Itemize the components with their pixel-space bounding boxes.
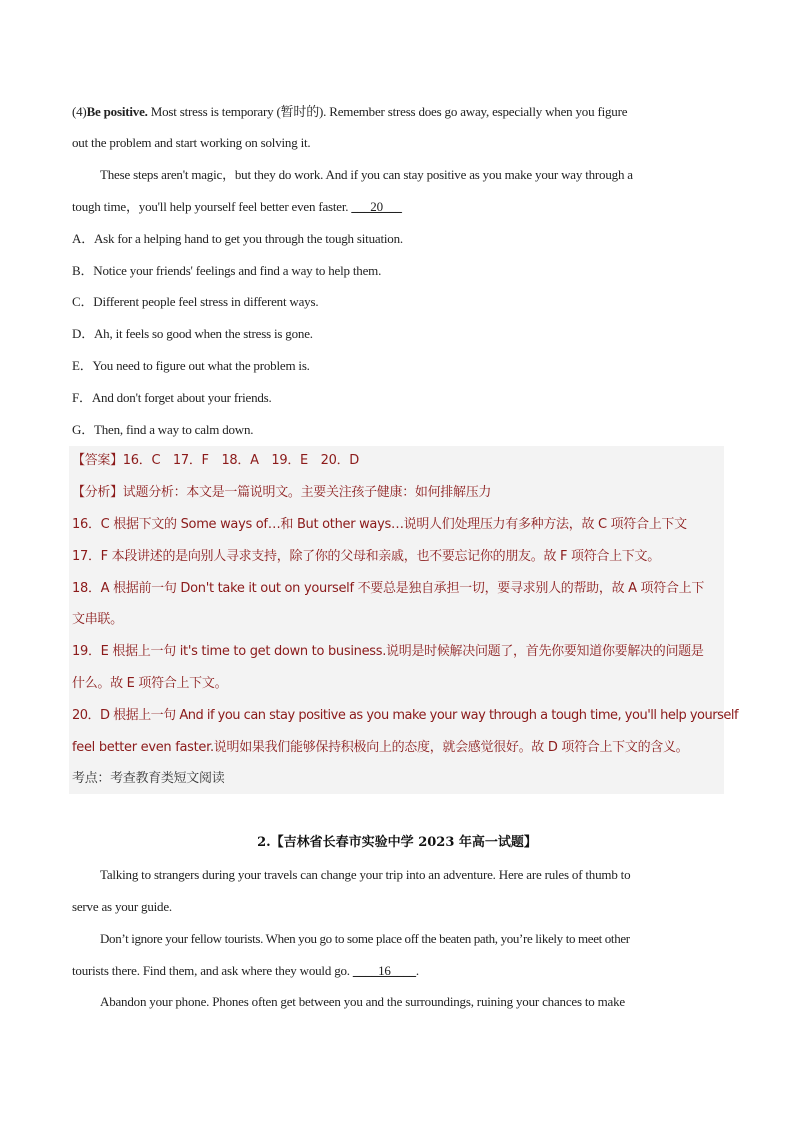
step4-heading: Be positive.	[86, 104, 148, 119]
option-a: A．Ask for a helping hand to get you through the tough situation.	[72, 231, 403, 246]
option-f: F．And don't forget about your friends.	[72, 390, 272, 405]
step4-label: (4)	[72, 104, 87, 119]
step4-line-2: out the problem and start working on solving it.	[72, 135, 311, 150]
explanation-18-line-2: 文串联。	[72, 612, 123, 627]
closing-paragraph-line-1: These steps aren't magic，but they do work. And if you can stay positive as you make your way through a	[100, 167, 633, 182]
blank-16: ____16____	[352, 963, 416, 978]
passage-2-p1-line-1: Talking to strangers during your travels can change your trip into an adventure. Here are rules of thumb to	[100, 867, 631, 882]
explanation-19-line-1: 19．E 根据上一句 it's time to get down to business.说明是时候解决问题了，首先你要知道你要解决的问题是	[72, 644, 704, 659]
option-e: E．You need to figure out what the problem is.	[72, 358, 310, 373]
kaodian-line: 考点：考查教育类短文阅读	[72, 771, 225, 786]
explanation-17: 17．F 本段讲述的是向别人寻求支持，除了你的父母和亲戚，也不要忘记你的朋友。故 F 项符合上下文。	[72, 549, 660, 564]
blank-20: ___20___	[351, 199, 402, 214]
passage-2-p1-line-2: serve as your guide.	[72, 899, 172, 914]
closing-paragraph-line-2	[72, 198, 727, 216]
analysis-line: 【分析】试题分析：本文是一篇说明文。主要关注孩子健康：如何排解压力	[72, 485, 492, 500]
option-d: D．Ah, it feels so good when the stress is gone.	[72, 326, 313, 341]
passage-2-title: 2.【吉林省长春市实验中学 2023 年高一试题】	[257, 835, 537, 850]
step4-text: Most stress is temporary (暂时的). Remember stress does go away, especially when you figure	[147, 104, 628, 119]
explanation-19-line-2: 什么。故 E 项符合上下文。	[72, 676, 228, 691]
passage-2-p2-end: .	[415, 963, 419, 978]
passage-2-p3-line-1: Abandon your phone. Phones often get between you and the surroundings, ruining your chances to make	[100, 994, 625, 1009]
closing-text: tough time，you'll help yourself feel better even faster.	[72, 199, 352, 214]
explanation-20-line-2: feel better even faster.说明如果我们能够保持积极向上的态度，就会感觉很好。故 D 项符合上下文的含义。	[72, 740, 689, 755]
option-c: C．Different people feel stress in different ways.	[72, 294, 319, 309]
explanation-18-line-1: 18．A 根据前一句 Don't take it out on yourself 不要总是独自承担一切，要寻求别人的帮助，故 A 项符合上下	[72, 581, 705, 596]
passage-2-p2-line-1: Don’t ignore your fellow tourists. When you go to some place off the beaten path, you’re likely to meet other	[100, 931, 630, 946]
answer-line: 【答案】16．C 17．F 18．A 19．E 20．D	[72, 453, 359, 468]
passage-2-p2-text: tourists there. Find them, and ask where they would go.	[72, 963, 353, 978]
explanation-20-line-1: 20．D 根据上一句 And if you can stay positive as you make your way through a tough time, you'll help yourself	[72, 708, 739, 723]
option-b: B．Notice your friends' feelings and find a way to help them.	[72, 263, 382, 278]
explanation-16: 16．C 根据下文的 Some ways of…和 But other ways…说明人们处理压力有多种方法，故 C 项符合上下文	[72, 517, 687, 532]
step4-line-1	[72, 103, 727, 121]
option-g: G．Then, find a way to calm down.	[72, 422, 254, 437]
passage-2-p2-line-2	[72, 962, 727, 980]
